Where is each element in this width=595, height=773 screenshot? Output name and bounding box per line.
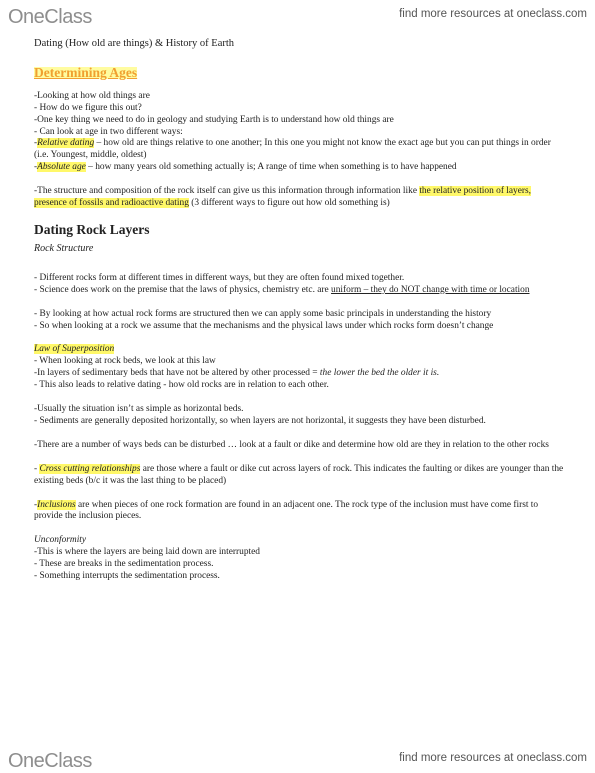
line: -One key thing we need to do in geology and studying Earth is to understand how old things are [34, 114, 394, 125]
relative-dating-paragraph [34, 138, 564, 162]
oneclass-logo[interactable]: OneClass [8, 6, 92, 28]
text: – how old are things relative to one another; In this one you might not know the exact age but you can put things in order (i.e. Youngest, middle, oldest) [34, 138, 551, 161]
line: - Different rocks form at different times in different ways, but they are often found mixed together. [34, 272, 405, 283]
inclusions-term: Inclusions [37, 499, 76, 510]
relative-dating-term: Relative dating [37, 138, 95, 149]
text: - [34, 162, 38, 173]
heading-determining-ages: Determining Ages [34, 64, 138, 80]
line: -There are a number of ways beds can be disturbed … look at a fault or dike and determine how old are they in relation to the other rocks [34, 439, 549, 450]
text: -The structure and composition of the rock itself can give us this information through information like [34, 186, 420, 197]
line: - Sediments are generally deposited horizontally, so when layers are not horizontal, it suggests they have been disturbed. [34, 415, 486, 426]
spacer [34, 523, 564, 535]
line: - So when looking at a rock we assume that the mechanisms and the physical laws under which rocks form doesn’t change [34, 320, 494, 331]
footer-tagline-link[interactable]: find more resources at oneclass.com [399, 752, 587, 764]
line: - How do we figure this out? [34, 102, 142, 113]
superposition-term: Law of Superposition [34, 344, 115, 355]
unconformity-heading: Unconformity [34, 535, 87, 546]
line: - This also leads to relative dating - how old rocks are in relation to each other. [34, 380, 329, 391]
superposition-rule [34, 368, 564, 380]
subheading-rock-structure: Rock Structure [34, 242, 94, 254]
document-body [34, 38, 564, 583]
text: - [34, 463, 40, 474]
page-header [0, 0, 595, 30]
page-footer [0, 748, 595, 770]
uniform-paragraph [34, 285, 564, 297]
line: - Something interrupts the sedimentation process. [34, 571, 220, 582]
oneclass-logo-footer[interactable]: OneClass [8, 750, 92, 772]
spacer [34, 174, 564, 186]
text: are when pieces of one rock formation are found in an adjacent one. The rock type of the inclusion must have come first to provide the inclusion pieces. [34, 499, 539, 522]
text: - Science does work on the premise that the laws of physics, chemistry etc. are [34, 284, 332, 295]
line: -Looking at how old things are [34, 90, 150, 101]
text: (3 different ways to figure out how old something is) [188, 198, 390, 209]
inclusions-paragraph [34, 500, 564, 524]
spacer [34, 297, 564, 309]
line: - By looking at how actual rock forms are structured then we can apply some basic principals in understanding the history [34, 308, 492, 319]
spacer [34, 428, 564, 440]
line: -This is where the layers are being laid down are interrupted [34, 547, 260, 558]
absolute-age-paragraph [34, 162, 564, 174]
spacer [34, 392, 564, 404]
header-tagline-link[interactable]: find more resources at oneclass.com [399, 8, 587, 20]
line: -Usually the situation isn’t as simple as horizontal beds. [34, 404, 244, 415]
line: - These are breaks in the sedimentation process. [34, 559, 214, 570]
heading-dating-rock-layers: Dating Rock Layers [34, 221, 150, 237]
structure-paragraph [34, 186, 564, 210]
absolute-age-term: Absolute age [37, 162, 86, 173]
text: - [34, 499, 38, 510]
text: -In layers of sedimentary beds that have not be altered by other processed = [34, 368, 320, 379]
text: – how many years old something actually is; A range of time when something is to have happened [85, 162, 457, 173]
document-title: Dating (How old are things) & History of Earth [34, 38, 235, 49]
italic-text: the lower the bed the older it is. [319, 368, 440, 379]
text: are those where a fault or dike cut across layers of rock. This indicates the faulting or dikes are younger than the existing beds (b/c it was the last thing to be placed) [34, 463, 564, 486]
superposition-heading [34, 344, 564, 356]
highlighted-text: the relative position of layers, presence of fossils and radioactive dating [34, 186, 532, 209]
cross-cutting-paragraph [34, 464, 564, 488]
spacer [34, 332, 564, 344]
spacer [34, 488, 564, 500]
spacer [34, 452, 564, 464]
text: - [34, 138, 38, 149]
line: - When looking at rock beds, we look at this law [34, 356, 216, 367]
line: - Can look at age in two different ways: [34, 126, 183, 137]
cross-cutting-term: Cross cutting relationships [39, 463, 141, 474]
underlined-text: uniform – they do NOT change with time or location [331, 284, 530, 295]
